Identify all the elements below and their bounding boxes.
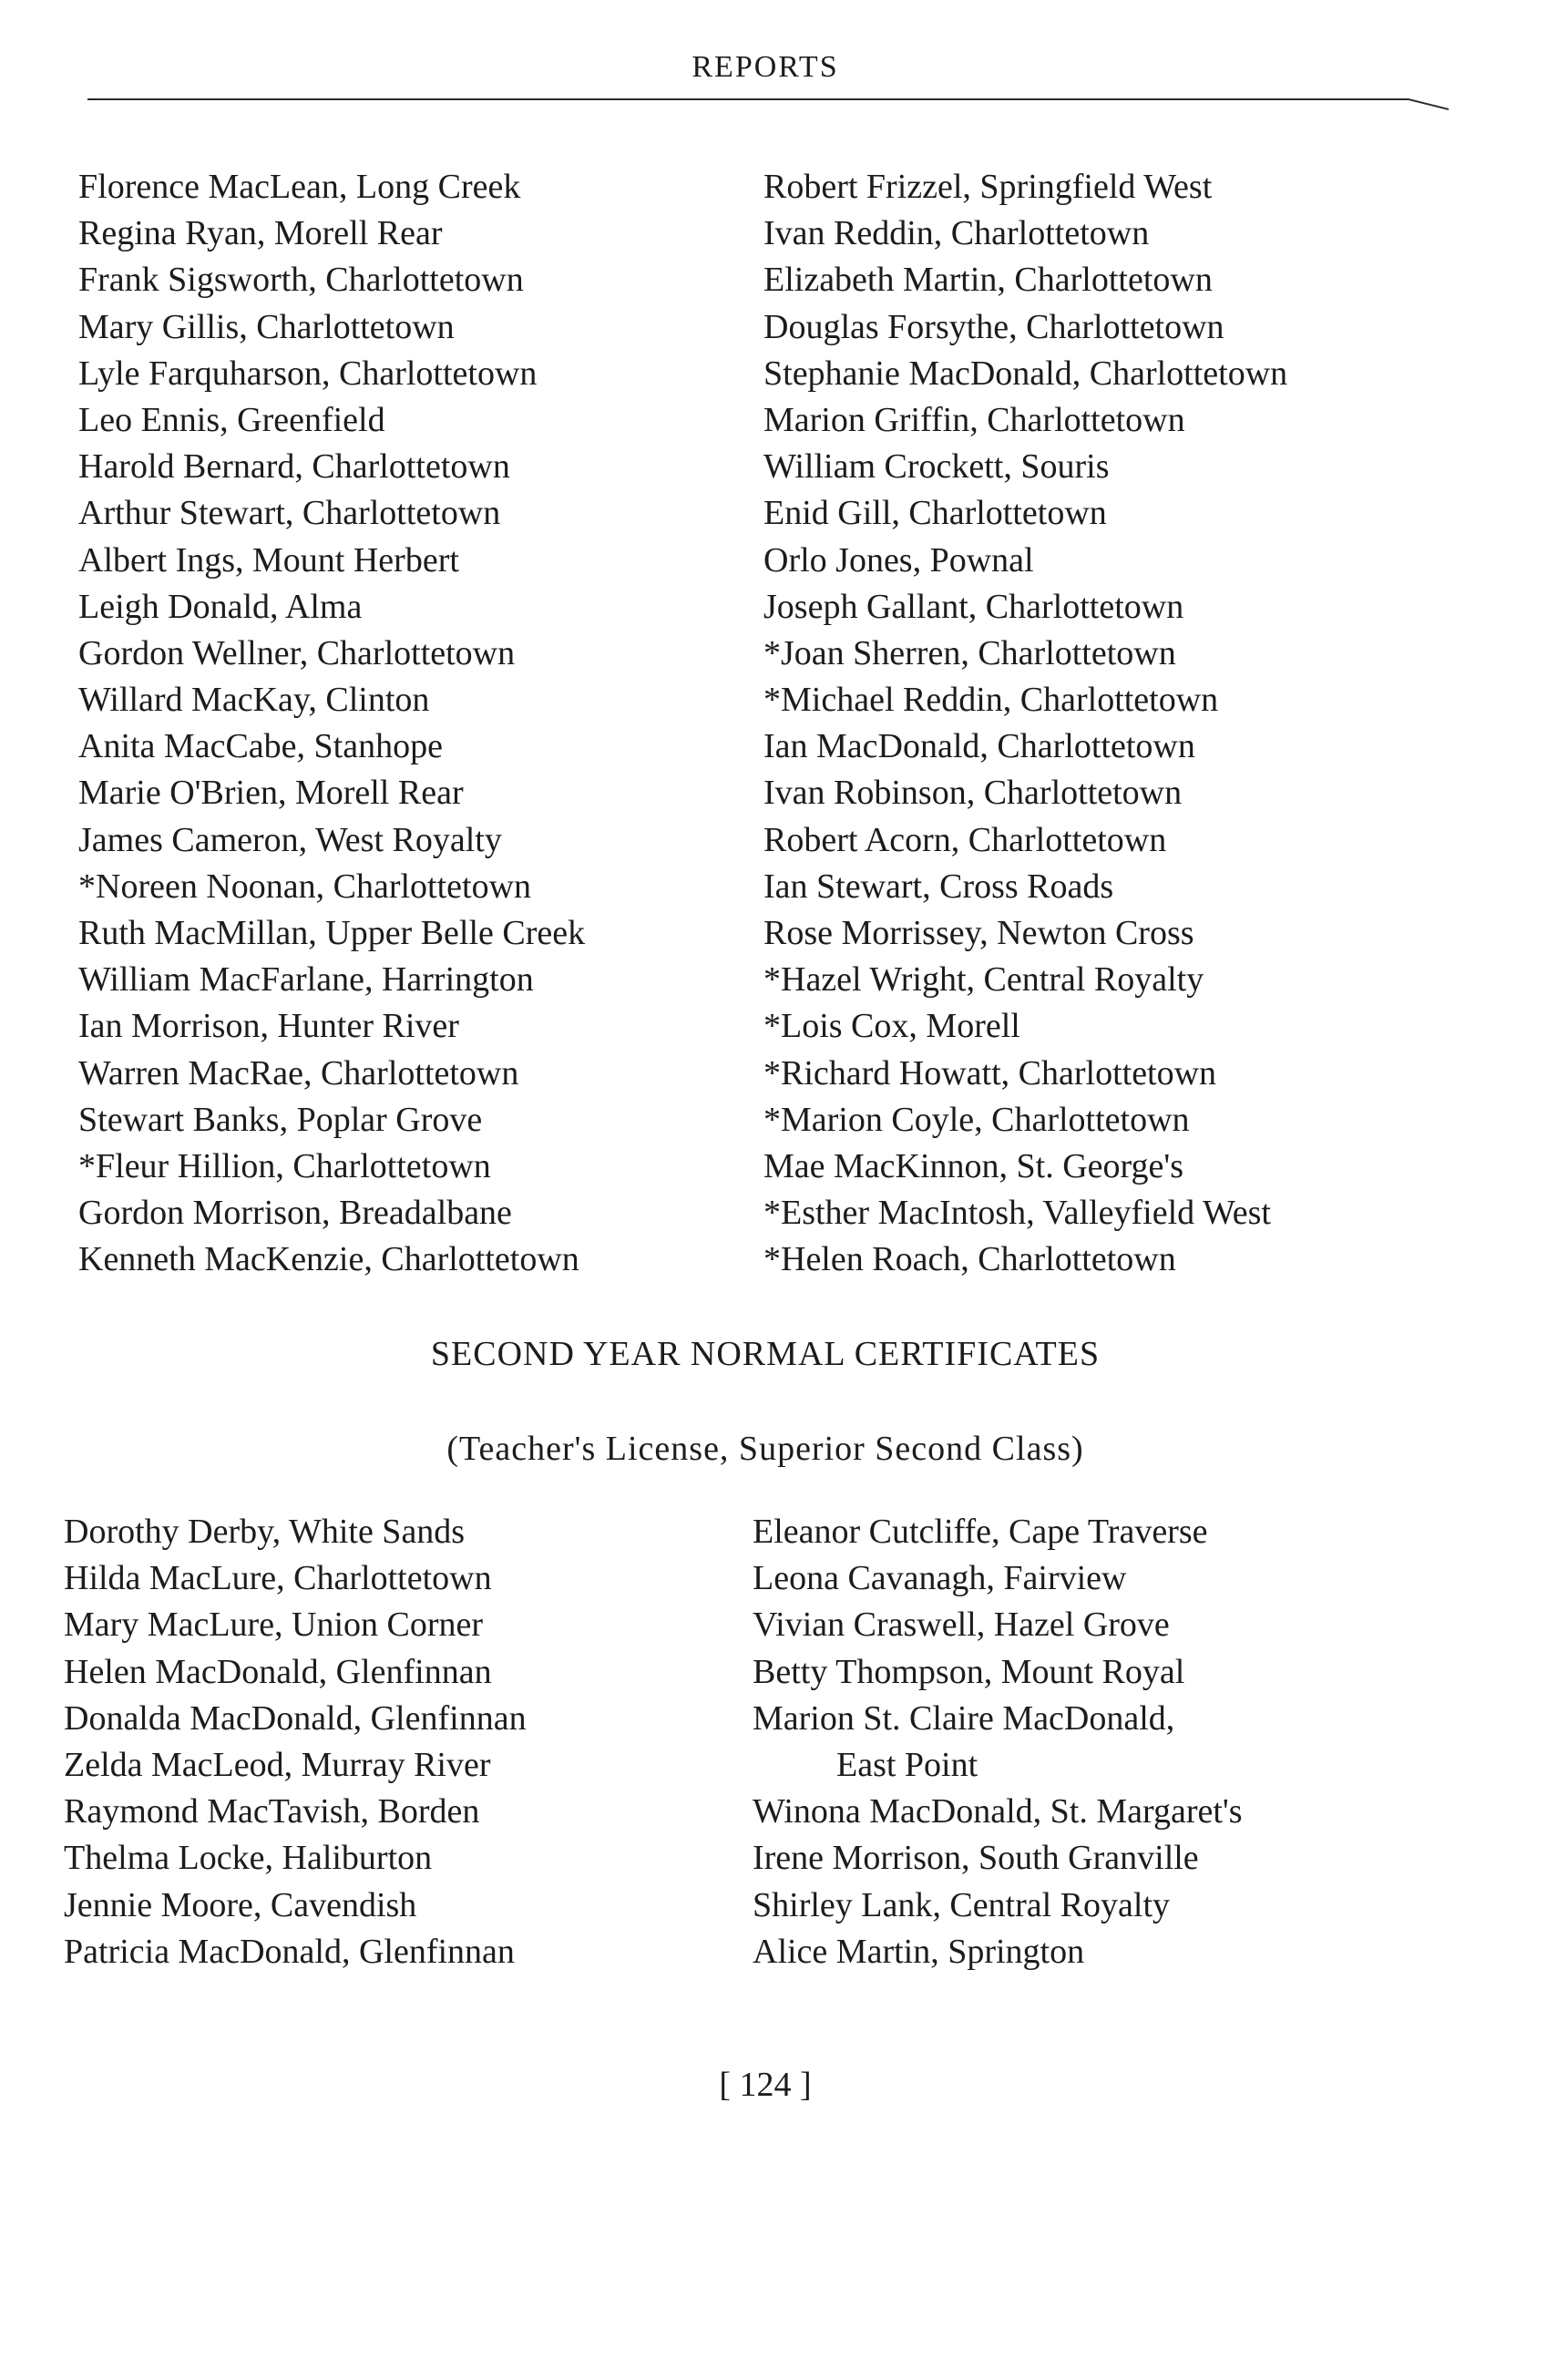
first-list-left-column [78, 164, 585, 1284]
list-item: Marion Griffin, Charlottetown [763, 400, 1185, 439]
list-item: Elizabeth Martin, Charlottetown [763, 261, 1213, 300]
list-item: Joseph Gallant, Charlottetown [763, 587, 1184, 626]
list-item: Marie O'Brien, Morell Rear [78, 774, 464, 813]
list-item: *Noreen Noonan, Charlottetown [78, 867, 532, 906]
list-item: Helen MacDonald, Glenfinnan [64, 1652, 492, 1691]
list-item: Donalda MacDonald, Glenfinnan [64, 1698, 527, 1738]
section-subheading: (Teacher's License, Superior Second Class) [446, 1430, 1084, 1468]
list-item: Alice Martin, Springton [753, 1932, 1085, 1971]
list-item: Robert Acorn, Charlottetown [763, 820, 1167, 859]
list-item: *Lois Cox, Morell [763, 1007, 1020, 1046]
list-item: Mary Gillis, Charlottetown [78, 307, 455, 346]
list-item: Regina Ryan, Morell Rear [78, 214, 443, 253]
list-item: Ivan Reddin, Charlottetown [763, 214, 1150, 253]
list-item: Ian Morrison, Hunter River [78, 1007, 459, 1046]
list-item: Warren MacRae, Charlottetown [78, 1053, 519, 1093]
list-item: Gordon Wellner, Charlottetown [78, 633, 516, 672]
header-rule-tail [1409, 98, 1449, 121]
list-item: Zelda MacLeod, Murray River [64, 1745, 491, 1784]
list-item: Stewart Banks, Poplar Grove [78, 1100, 483, 1139]
list-item: *Esther MacIntosh, Valleyfield West [763, 1194, 1271, 1233]
list-item: Ian MacDonald, Charlottetown [763, 727, 1195, 766]
list-item: *Helen Roach, Charlottetown [763, 1240, 1176, 1279]
page-number: [ 124 ] [719, 2066, 812, 2104]
list-item: Shirley Lank, Central Royalty [753, 1885, 1171, 1924]
list-item: *Fleur Hillion, Charlottetown [78, 1146, 491, 1185]
list-item: Eleanor Cutcliffe, Cape Traverse [753, 1513, 1208, 1551]
list-item: Lyle Farquharson, Charlottetown [78, 354, 538, 393]
list-item: Vivian Craswell, Hazel Grove [753, 1605, 1170, 1645]
list-item: Orlo Jones, Pownal [763, 540, 1034, 580]
list-item: James Cameron, West Royalty [78, 820, 502, 859]
list-item: William Crockett, Souris [763, 447, 1110, 487]
list-item: Douglas Forsythe, Charlottetown [763, 307, 1224, 346]
list-item: *Hazel Wright, Central Royalty [763, 960, 1204, 1000]
list-item: Ruth MacMillan, Upper Belle Creek [78, 914, 586, 952]
list-item: Winona MacDonald, St. Margaret's [753, 1792, 1243, 1831]
list-item: Harold Bernard, Charlottetown [78, 447, 510, 487]
list-item: Kenneth MacKenzie, Charlottetown [78, 1240, 579, 1279]
list-item: Arthur Stewart, Charlottetown [78, 494, 501, 533]
list-item: Thelma Locke, Haliburton [64, 1839, 433, 1878]
section-heading: SECOND YEAR NORMAL CERTIFICATES [430, 1335, 1101, 1373]
list-item-continuation: East Point [836, 1745, 978, 1784]
second-list-right-column [753, 1509, 1243, 1975]
list-item: Betty Thompson, Mount Royal [753, 1652, 1185, 1691]
header-rule [87, 98, 1409, 100]
second-list-left-column [64, 1509, 527, 1975]
list-item: Leo Ennis, Greenfield [78, 400, 385, 439]
list-item: Leigh Donald, Alma [78, 587, 363, 626]
running-header: REPORTS [692, 50, 839, 84]
list-item: Ivan Robinson, Charlottetown [763, 774, 1183, 813]
list-item: Ian Stewart, Cross Roads [763, 867, 1114, 906]
list-item: Albert Ings, Mount Herbert [78, 540, 459, 580]
list-item: *Michael Reddin, Charlottetown [763, 681, 1219, 720]
list-item: Stephanie MacDonald, Charlottetown [763, 354, 1288, 393]
list-item: Irene Morrison, South Granville [753, 1839, 1199, 1878]
list-item: Raymond MacTavish, Borden [64, 1792, 480, 1831]
list-item: Rose Morrissey, Newton Cross [763, 914, 1194, 952]
list-item: Florence MacLean, Long Creek [78, 168, 521, 206]
first-list-right-column [763, 164, 1287, 1284]
list-item: Gordon Morrison, Breadalbane [78, 1194, 512, 1233]
list-item: Anita MacCabe, Stanhope [78, 727, 443, 766]
list-item: *Marion Coyle, Charlottetown [763, 1100, 1190, 1139]
list-item: Mae MacKinnon, St. George's [763, 1146, 1184, 1185]
list-item: William MacFarlane, Harrington [78, 960, 534, 1000]
list-item: Mary MacLure, Union Corner [64, 1605, 484, 1645]
list-item: Patricia MacDonald, Glenfinnan [64, 1932, 515, 1971]
list-item: Robert Frizzel, Springfield West [763, 168, 1213, 206]
list-item: Marion St. Claire MacDonald, [753, 1698, 1175, 1738]
list-item: Frank Sigsworth, Charlottetown [78, 261, 524, 300]
list-item: Jennie Moore, Cavendish [64, 1885, 417, 1924]
list-item: *Richard Howatt, Charlottetown [763, 1053, 1217, 1093]
list-item: Dorothy Derby, White Sands [64, 1513, 466, 1551]
list-item: Leona Cavanagh, Fairview [753, 1559, 1127, 1598]
list-item: Hilda MacLure, Charlottetown [64, 1559, 492, 1598]
list-item: *Joan Sherren, Charlottetown [763, 633, 1176, 672]
list-item: Enid Gill, Charlottetown [763, 494, 1107, 533]
list-item: Willard MacKay, Clinton [78, 681, 430, 720]
